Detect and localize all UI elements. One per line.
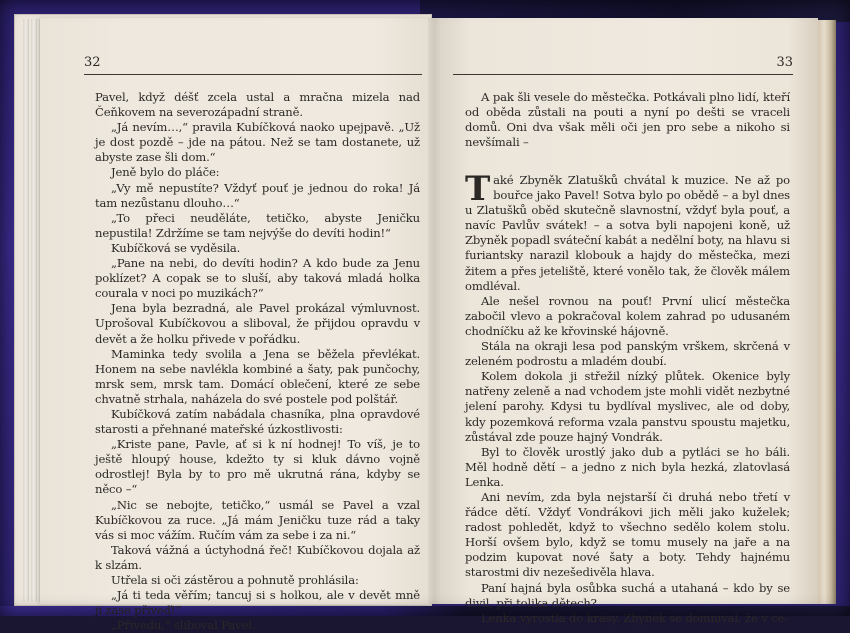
paragraph: Stála na okraji lesa pod panským vrškem, skrčená v zeleném podrostu a mladém doubí. [465, 339, 790, 369]
paragraph: Kolem dokola ji střežil nízký plůtek. Okenice byly natřeny zeleně a nad vchodem jste mohli vidět nezbytné jelení parohy. Kdysi tu bydlíval myslivec, ale od doby, kdy pozemková reforma vzala panstvu spoustu majetku, zůstával zde pouze hajný Vondrák. [465, 369, 790, 444]
paragraph: „Kriste pane, Pavle, ať si k ní hodnej! To víš, je to ještě hloupý house, kdežto ty si kluk dávno vojně odrostlej! Byla by to pro mě ukrutná rána, kdyby se něco –“ [95, 437, 420, 497]
paragraph: „Já ti teda věřím; tancuj si s holkou, ale v devět mně ji zase přiveď!“ [95, 588, 420, 618]
page-edge [31, 19, 37, 601]
paragraph: „Pane na nebi, do devíti hodin? A kdo bude za Jenu poklízet? A copak se to sluší, aby taková mladá holka courala v noci po muzikách?“ [95, 256, 420, 301]
paragraph-text: aké Zbyněk Zlatušků chvátal k muzice. Ne až po bouřce jako Pavel! Sotva bylo po obědě – a byl dnes u Zlatušků oběd skutečně slavnostní, vždyť byla pouť, a navíc Pavlův svátek! – a sotva byli napojeni koně, už Zbyněk popadl sváteční kabát a nedělní boty, na hlavu si furiantsky narazil klobouk a hajdy do městečka, mezi žitem a přes jeteliště, které vonělo tak, že člověk málem omdléval. [465, 173, 790, 293]
paragraph: Paní hajná byla osůbka suchá a utahaná – kdo by se divil, při tolika dětech? [465, 580, 790, 610]
paragraph: Byl to člověk urostlý jako dub a pytláci se ho báli. Měl hodně dětí – a jedno z nich byla hezká, zlatovlasá Lenka. [465, 444, 790, 489]
paragraph: Kubíčková se vyděsila. [111, 240, 241, 255]
paragraph: „Nic se nebojte, tetičko,“ usmál se Pavel a vzal Kubíčkovou za ruce. „Já mám Jeničku tuze rád a taky vás si moc vážím. Ručím vám za sebe i za ni.“ [95, 497, 420, 542]
paragraph: Maminka tedy svolila a Jena se běžela převlékat. Honem na sebe navlékla kombiné a šaty, pak punčochy, mrsk sem, mrsk tam. Domácí oblečení, které ze sebe chvatně strhala, naházela do své postele pod polštář. [95, 346, 420, 406]
page-number-left: 32 [84, 55, 101, 70]
drop-cap: T [465, 169, 491, 209]
left-page-header [84, 42, 422, 75]
paragraph: Taková vážná a úctyhodná řeč! Kubíčkovou dojala až k slzám. [95, 542, 420, 572]
paragraph: Jena byla bezradná, ale Pavel prokázal výmluvnost. Uprošoval Kubíčkovou a sliboval, že přijdou opravdu v devět a že holku přivede v pořádku. [95, 301, 420, 346]
right-page-edge [818, 20, 836, 604]
paragraph: A pak šli vesele do městečka. Potkávali plno lidí, kteří od oběda zůstali na pouti a nyní po dešti se vraceli domů. Oni dva však měli oči jen pro sebe a nikoho si nevšímali – [465, 90, 790, 150]
paragraph: Ale nešel rovnou na pouť! První ulicí městečka zabočil vlevo a pokračoval kolem zahrad po udusaném chodníčku až ke křovinské hájovně. [465, 293, 790, 338]
section-first-paragraph [465, 169, 790, 294]
left-page-text [95, 90, 420, 633]
paragraph: „To přeci neuděláte, tetičko, abyste Jeničku nepustila! Zdržíme se tam nejvýše do devíti hodin!“ [95, 210, 420, 240]
paragraph: Utřela si oči zástěrou a pohnutě prohlásila: [111, 573, 359, 587]
paragraph: „Přivedu,“ sliboval Pavel. [111, 618, 256, 633]
right-page-header [453, 42, 793, 75]
paragraph: „Já nevím…,“ pravila Kubíčková naoko upejpavě. „Už je dost pozdě – jde na pátou. Než se tam dostanete, už abyste zase šli dom.“ [95, 120, 420, 165]
right-page-opening-text [465, 90, 790, 150]
page-number-right: 33 [776, 55, 793, 70]
paragraph: „Vy mě nepustíte? Vždyť pouť je jednou do roka! Já tam nezůstanu dlouho…“ [95, 180, 420, 210]
paragraph: Kubíčková zatím nabádala chasníka, plna opravdové starosti a přehnané mateřské úzkostlivosti: [95, 406, 420, 437]
page-edge [23, 19, 29, 601]
paragraph: Jeně bylo do pláče: [111, 165, 220, 180]
paragraph: Pavel, když déšť zcela ustal a mračna mizela nad Čeňkovem na severozápadní straně. [95, 90, 420, 120]
paragraph: Lenka vyrostla do krásy. Zbyněk se domníval, že v ce- [481, 610, 788, 625]
paragraph: Ani nevím, zda byla nejstarší či druhá nebo třetí v řádce dětí. Vždyť Vondrákovi jich měli jako kuželek; radost pohledět, když to všechno sedělo kolem stolu. Horší ovšem bylo, když se tomu musely na jaře a na podzim kupovat nové šaty a boty. Tehdy hajnému starostmi div nezešedivěla hlava. [465, 489, 790, 580]
right-page-section-text [465, 169, 790, 626]
